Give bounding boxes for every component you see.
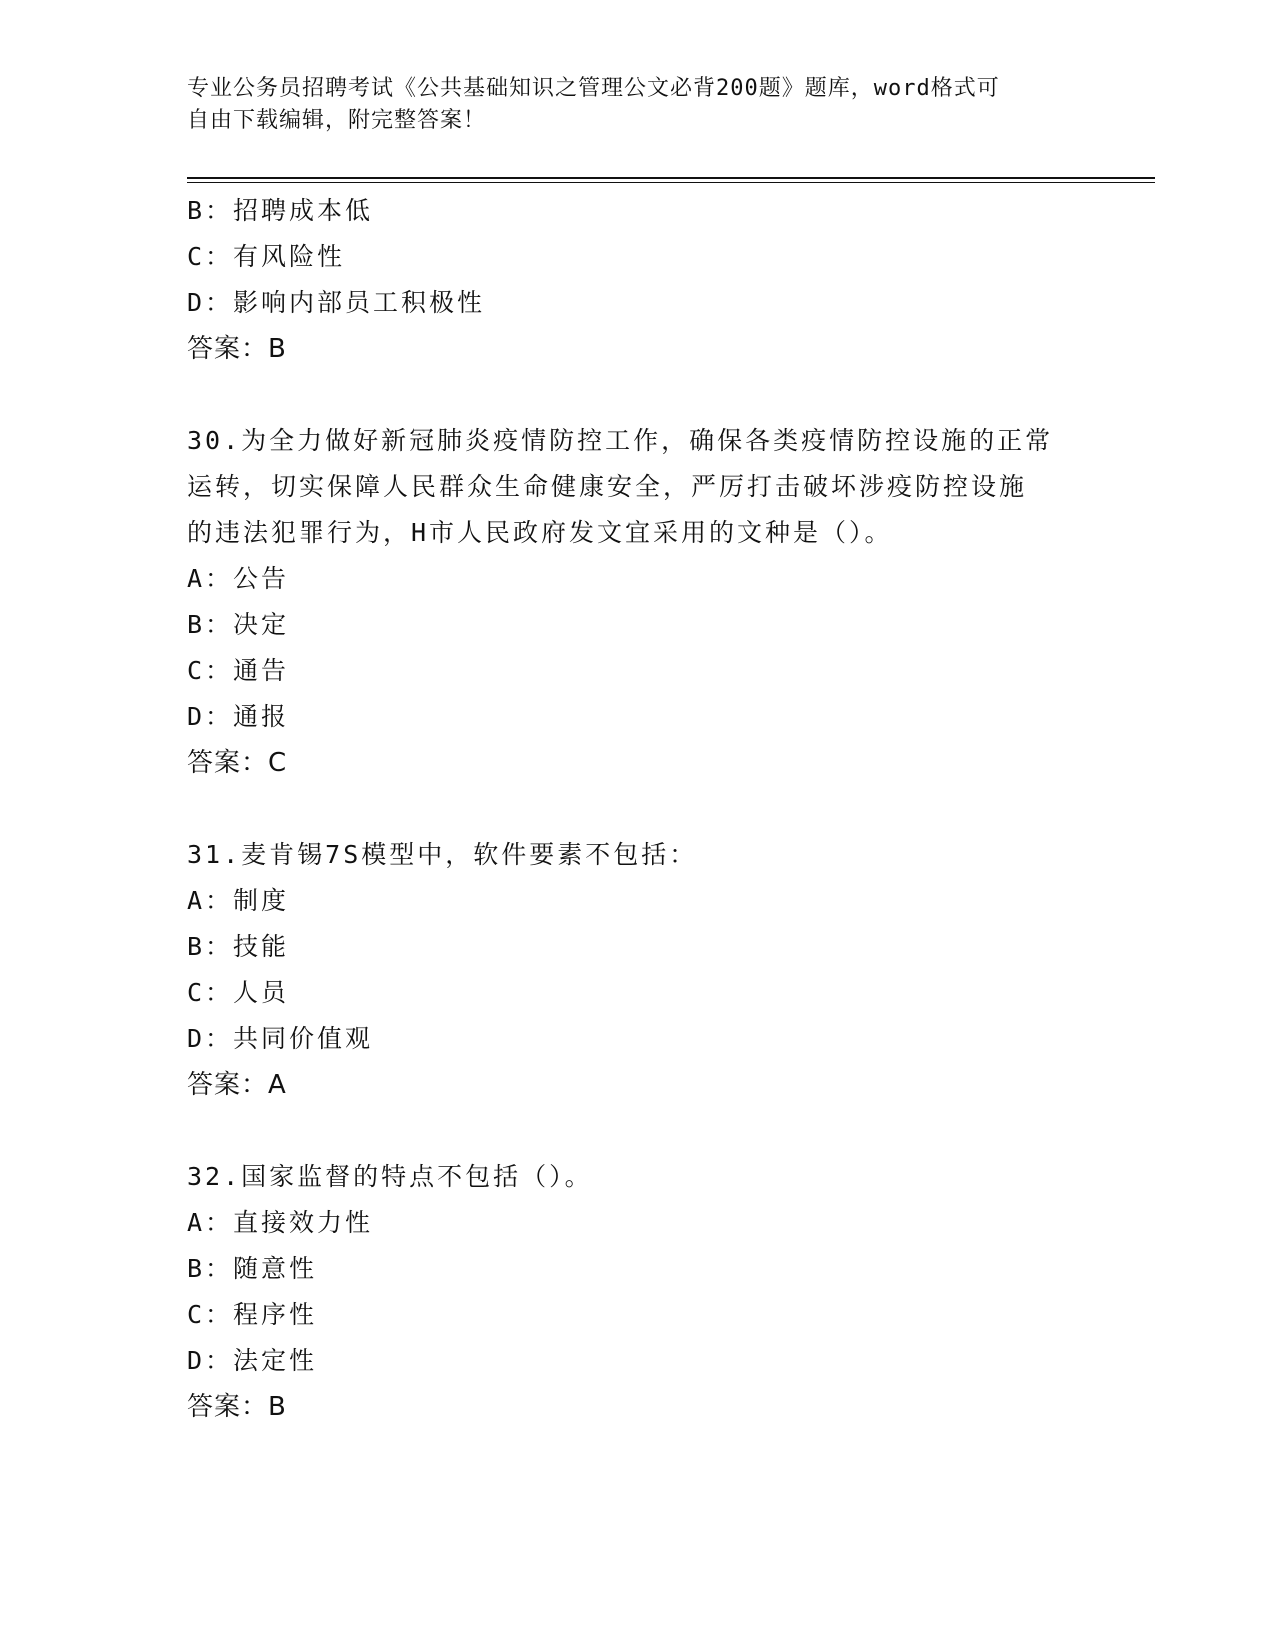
option-c: C：有风险性 — [187, 242, 346, 271]
question-31 — [187, 832, 1087, 1108]
option-c: C：通告 — [187, 656, 290, 685]
option-a: A：直接效力性 — [187, 1208, 374, 1237]
header-divider-thick — [187, 177, 1155, 179]
question-stem-line-3: 的违法犯罪行为，H市人民政府发文宜采用的文种是（）。 — [187, 518, 893, 547]
header-line-2: 自由下载编辑，附完整答案！ — [187, 108, 487, 133]
option-d: D：通报 — [187, 702, 290, 731]
answer: 答案：C — [187, 748, 288, 778]
option-c: C：人员 — [187, 978, 290, 1007]
answer: 答案：B — [187, 334, 287, 364]
spacer — [187, 786, 1087, 832]
option-b: B：随意性 — [187, 1254, 318, 1283]
option-b: B：决定 — [187, 610, 290, 639]
option-b: B：招聘成本低 — [187, 196, 374, 225]
answer: 答案：A — [187, 1070, 287, 1100]
question-stem-line-2: 运转，切实保障人民群众生命健康安全，严厉打击破坏涉疫防控设施 — [187, 472, 1028, 501]
document-header — [187, 73, 1087, 137]
option-d: D：影响内部员工积极性 — [187, 288, 486, 317]
spacer — [187, 1108, 1087, 1154]
question-30 — [187, 418, 1087, 786]
question-stem-line-1: 30.为全力做好新冠肺炎疫情防控工作，确保各类疫情防控设施的正常 — [187, 426, 1054, 455]
option-a: A：制度 — [187, 886, 290, 915]
option-a: A：公告 — [187, 564, 290, 593]
question-stem: 32.国家监督的特点不包括（）。 — [187, 1162, 593, 1191]
question-stem: 31.麦肯锡7S模型中，软件要素不包括： — [187, 840, 698, 869]
question-32 — [187, 1154, 1087, 1430]
option-d: D：法定性 — [187, 1346, 318, 1375]
answer: 答案：B — [187, 1392, 287, 1422]
header-divider-thin — [187, 182, 1155, 183]
question-29-tail — [187, 188, 1087, 372]
option-b: B：技能 — [187, 932, 290, 961]
spacer — [187, 372, 1087, 418]
header-line-1: 专业公务员招聘考试《公共基础知识之管理公文必背200题》题库，word格式可 — [187, 76, 1000, 101]
option-c: C：程序性 — [187, 1300, 318, 1329]
option-d: D：共同价值观 — [187, 1024, 374, 1053]
document-body — [187, 188, 1087, 1430]
